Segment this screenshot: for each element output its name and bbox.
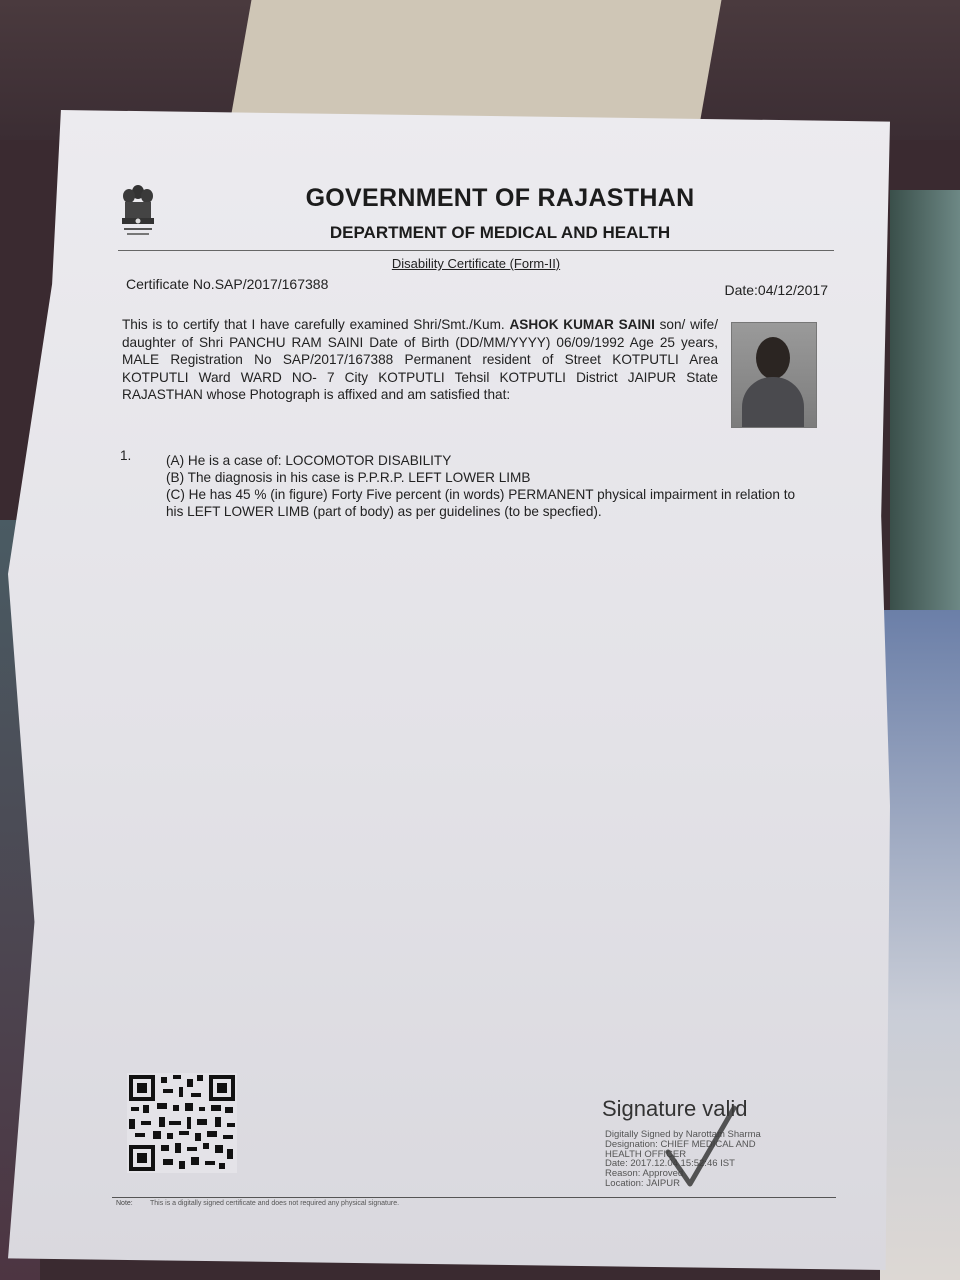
- background-blue-card: [880, 610, 960, 1280]
- finding-a: (A) He is a case of: LOCOMOTOR DISABILITY: [166, 453, 452, 468]
- findings-list: [166, 452, 800, 520]
- finding-b: (B) The diagnosis in his case is P.P.R.P. LEFT LOWER LIMB: [166, 470, 531, 485]
- signature-status: Signature valid: [602, 1096, 748, 1121]
- certificate-body: [122, 316, 718, 404]
- patient-photo: [731, 322, 817, 428]
- note-label: Note:: [116, 1200, 133, 1207]
- designation-line2: HEALTH OFFICER: [605, 1148, 687, 1160]
- note-text: This is a digitally signed certificate and does not required any physical signature.: [150, 1200, 400, 1207]
- sign-reason: Reason: Approved: [605, 1168, 684, 1180]
- form-title: Disability Certificate (Form-II): [391, 256, 561, 271]
- header-divider: [118, 250, 834, 251]
- photo-body: [742, 377, 804, 428]
- department-title: DEPARTMENT OF MEDICAL AND HEALTH: [329, 223, 671, 242]
- signed-date: Date: 2017.12.04 15:52:46 IST: [605, 1158, 735, 1170]
- designation: Designation: CHIEF MEDICAL AND: [605, 1138, 756, 1150]
- ashoka-emblem-icon: [116, 182, 160, 244]
- background-book: [229, 0, 722, 130]
- patient-name: ASHOK KUMAR SAINI: [509, 317, 655, 332]
- certificate-number: Certificate No.SAP/2017/167388: [126, 276, 329, 292]
- page-title: GOVERNMENT OF RAJASTHAN: [305, 184, 695, 212]
- certificate-date: Date:04/12/2017: [724, 282, 828, 298]
- checkmark-icon: [660, 1100, 740, 1190]
- finding-c: (C) He has 45 % (in figure) Forty Five percent (in words) PERMANENT physical impairment in relation to his LEFT LOWER LIMB (part of body) as per guidelines (to be specfied).: [166, 487, 796, 519]
- body-details: son/ wife/ daughter of Shri PANCHU RAM SAINI Date of Birth (DD/MM/YYYY) 06/09/1992 Age 25 years, MALE Registration No SAP/2017/167388 Permanent resident of Street KOTPUTLI Area KOTPUTLI Ward WARD NO- 7 City KOTPUTLI Tehsil KOTPUTLI District JAIPUR State RAJASTHAN whose Photograph is affixed and am satisfied that:: [122, 317, 719, 403]
- body-intro: This is to certify that I have carefully examined Shri/Smt./Kum.: [122, 317, 505, 332]
- photo-head: [756, 337, 790, 379]
- item-number: 1.: [120, 448, 132, 463]
- sign-location: Location: JAIPUR: [605, 1177, 680, 1189]
- signed-by: Digitally Signed by Narottam Sharma: [605, 1129, 761, 1140]
- background-right-book: [890, 190, 960, 610]
- footer-divider: [112, 1197, 836, 1198]
- qr-code-icon: [127, 1073, 237, 1173]
